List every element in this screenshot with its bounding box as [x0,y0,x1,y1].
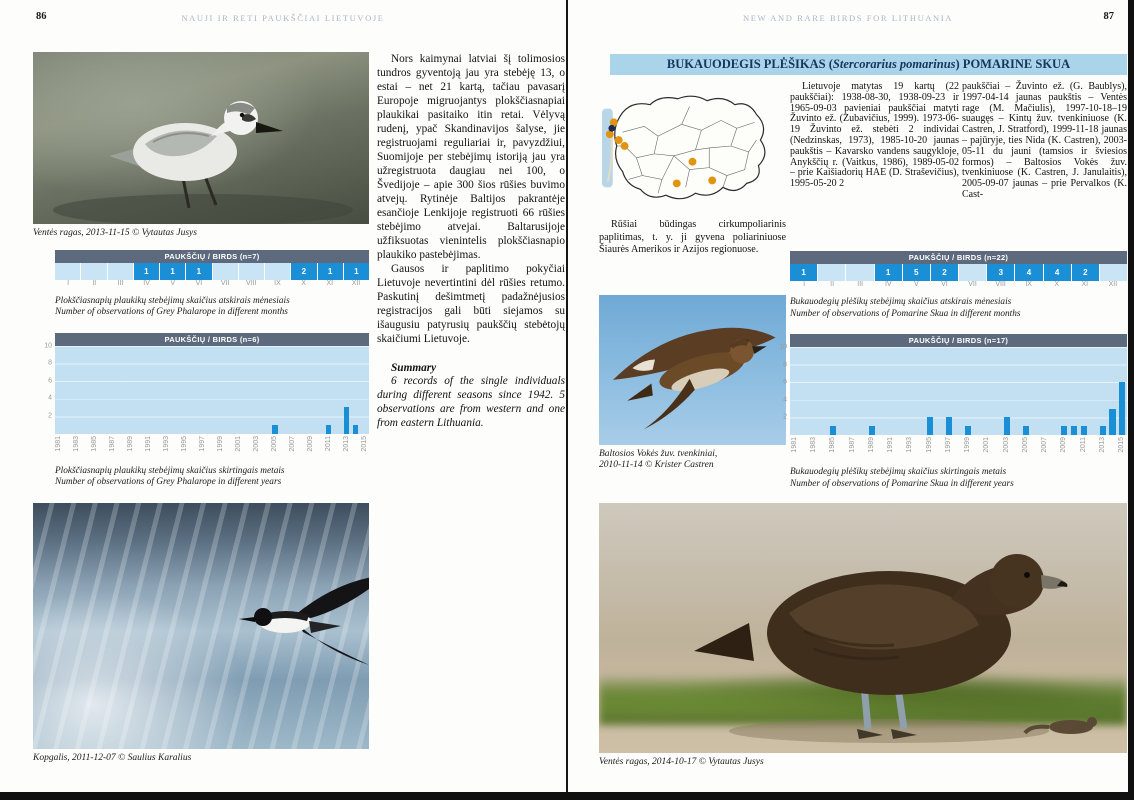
count-tick-label: 2 [48,412,52,420]
month-label: II [92,279,97,287]
year-tick-label: 1985 [829,437,837,453]
month-label: I [803,281,806,288]
photo-mid-caption-line2: 2010-11-14 © Krister Castren [599,460,714,471]
month-label: XI [1081,281,1089,288]
months-chart-caption [790,297,1127,320]
month-cell: 3 [987,264,1015,281]
left-page-main-column [33,52,369,764]
months-caption-lt: Plokščiasnapių plaukikų stebėjimų skaičius atskirais mėnesiais [55,295,290,306]
grey-phalarope-months-chart [55,250,369,290]
right-page-bottom-photo-block [599,503,1127,769]
month-cell [265,263,291,280]
months-caption-en: Number of observations of Grey Phalarope in different months [55,307,288,317]
page-gutter [566,0,568,792]
chart-header: PAUKŠČIŲ / BIRDS (n=17) [790,334,1127,347]
year-tick-label: 1993 [163,435,171,452]
x-axis-labels [790,436,1127,461]
year-bar [1071,426,1077,435]
year-bar [927,417,933,435]
y-axis-labels [778,343,789,435]
year-bar [1081,426,1087,435]
month-labels [790,281,1127,291]
months-chart-caption [55,296,369,319]
month-label: X [1054,281,1060,288]
year-bar [1109,409,1115,435]
month-cell: 1 [790,264,818,281]
month-cell: 4 [1044,264,1072,281]
month-cell: 1 [160,263,186,280]
summary-title: Summary [391,362,437,374]
count-tick-label: 6 [783,378,787,386]
year-tick-label: 2009 [1060,437,1068,453]
years-caption-lt: Bukauodegių plėšikų stebėjimų skaičius skirtingais metais [790,467,1007,477]
year-tick-label: 2007 [1041,437,1049,453]
years-plot-area [779,343,1127,435]
month-cells [55,263,369,280]
year-tick-label: 2007 [288,435,296,452]
month-label: XII [1108,281,1118,288]
month-cell [818,264,846,281]
year-tick-label: 2009 [306,435,314,452]
year-tick-label: 1997 [199,435,207,452]
years-plot-area [44,342,369,434]
month-cells [790,264,1127,281]
year-tick-label: 1989 [867,437,875,453]
month-cell [846,264,874,281]
year-tick-label: 2005 [1021,437,1029,453]
species-title-lt: BUKAUODEGIS PLĖŠIKAS ( [666,57,833,71]
month-label: VII [968,281,977,288]
month-cell: 4 [1015,264,1043,281]
year-bar [326,425,332,434]
grey-phalarope-years-chart [44,333,369,460]
years-caption-lt: Plokščiasnapių plaukikų stebėjimų skaičius skirtingais metais [55,465,285,476]
month-label: IX [1025,281,1032,288]
year-tick-label: 1983 [73,435,81,452]
pomarine-skua-years-chart [779,334,1127,461]
month-cell [959,264,987,281]
year-tick-label: 1995 [925,437,933,453]
page-number-left: 86 [36,11,47,22]
year-bar [1100,426,1106,435]
grey-phalarope-standing-photo [33,52,369,224]
count-tick-label: 10 [779,343,787,351]
count-tick-label: 8 [783,361,787,369]
month-label: VIII [246,279,257,287]
month-cell [81,263,107,280]
chart-header: PAUKŠČIŲ / BIRDS (n=7) [55,250,369,263]
months-caption-lt: Bukauodegių plėšikų stebėjimų skaičius atskirais mėnesiais [790,297,1012,307]
paragraph: Nors kaimynai latviai šį tolimosios tundros gyventoją jau yra stebėję 13, o estai – net 21 kartą, tačiau pavasarį Europoje migruojantys plokščiasnapiai plaukikai pasitaiko itin retai. Vėlyvą rudenį, ypač Skandinavijos šalyse, jie registruojami reguliariai ir, pavyzdžiui, Suomijoje per stebėjimų istoriją jau yra užregistruota daugiau nei 100, o Švedijoje – apie 300 šios rūšies buvimo atvejų. Rytinėje Baltijos pakrantėje esančioje Lenkijoje registruoti 66 rūšies stebėjimo atvejai. Baltarusijoje užfiksuotas vienintelis plokščiasnapio plaukiko pastebėjimas. [377,53,565,261]
year-tick-label: 1999 [964,437,972,453]
flying-skua-illustration [599,295,786,445]
month-cell: 2 [1072,264,1100,281]
year-bar [869,426,875,435]
month-cell [1100,264,1127,281]
year-tick-label: 2015 [1118,437,1126,453]
species-title-bar [610,54,1127,75]
year-tick-label: 1989 [127,435,135,452]
years-chart-caption [55,466,369,489]
map-caption: Rūšiai būdingas cirkumpoliarinis paplitimas, t. y. ji gyvena poliariniuose Šiaurės Amerikos ir Azijos regionuose. [599,219,786,256]
month-label: III [117,279,124,287]
month-label: IV [884,281,892,288]
month-label: I [67,279,70,287]
photo-bottom-caption: Kopgalis, 2011-12-07 © Saulius Karalius [33,752,192,763]
pomarine-skua-months-chart [790,251,1127,291]
year-bar [1061,426,1067,435]
year-bar [272,425,278,434]
right-page-column-1 [599,84,786,472]
year-bar [946,417,952,435]
year-bar [830,426,836,435]
year-tick-label: 2015 [360,435,368,452]
years-chart-caption [790,467,1127,490]
count-tick-label: 8 [48,359,52,367]
summary-text: 6 records of the single individuals during different seasons since 1942. 5 observations are from western and one from eastern Lithuania. [377,375,565,429]
month-cell [239,263,265,280]
pomarine-skua-standing-photo [599,503,1127,753]
year-tick-label: 1981 [790,437,798,453]
chart-header: PAUKŠČIŲ / BIRDS (n=22) [790,251,1127,264]
count-tick-label: 6 [48,377,52,385]
year-tick-label: 2013 [1098,437,1106,453]
year-tick-label: 1991 [887,437,895,453]
month-label: III [857,281,864,288]
count-tick-label: 10 [44,342,52,349]
count-tick-label: 2 [783,413,787,421]
year-tick-label: 1991 [145,435,153,452]
running-header-left: NAUJI IR RETI PAUKŠČIAI LIETUVOJE [181,13,385,23]
month-label: VII [220,279,230,287]
species-title-en: ) POMARINE SKUA [955,57,1071,71]
month-cell [213,263,239,280]
page-left [0,0,566,792]
pomarine-skua-flying-photo [599,295,786,445]
year-tick-label: 2011 [1079,437,1087,453]
running-header-right: NEW AND RARE BIRDS FOR LITHUANIA [743,13,953,23]
month-label: VIII [995,281,1006,288]
year-tick-label: 2011 [324,435,332,451]
photo-mid-caption [599,449,786,472]
year-tick-label: 1993 [906,437,914,453]
grey-phalarope-flying-photo [33,503,369,749]
year-tick-label: 2001 [983,437,991,453]
photo-top-caption: Ventės ragas, 2013-11-15 © Vytautas Jusys [33,228,197,238]
month-label: VI [941,281,948,288]
month-label: XII [351,279,361,287]
month-label: XI [326,279,334,287]
year-tick-label: 2003 [252,435,260,452]
month-label: II [830,281,835,288]
month-cell: 1 [134,263,160,280]
left-page-text-column [377,52,565,430]
month-cell: 1 [186,263,212,280]
year-tick-label: 1995 [181,435,189,452]
year-tick-label: 1985 [91,435,99,452]
paragraph: Lietuvoje matytas 19 kartų (22 paukščiai): 1938-08-30, 1938-09-23 ir 1965-09-03 pavieniai paukščiai matyti Žuvinto ež. (Zubavičius, 1999). 1973-06-19 Žuvinto ež. stebėti 2 individai (Nedzinskas, 1973), 1985-10-20 jaunas paukštis – Kavarsko vandens saugykloje, Anykščių r. (Vaitkus, 1986), 1989-05-02 – prie Kaišiadorių HAE (D. Straševičius), 1995-05-20 2 [790,81,959,190]
x-axis-labels [55,435,369,460]
right-page-charts [779,251,1127,490]
month-cell: 5 [903,264,931,281]
year-bar [965,426,971,435]
year-bar [1004,417,1010,435]
month-label: VI [195,279,203,287]
year-bar [1119,382,1125,435]
year-tick-label: 1999 [216,435,224,452]
month-label: X [301,279,306,287]
species-scientific-name: Stercorarius pomarinus [832,57,956,71]
flying-phalarope-illustration [33,503,369,749]
page-number-right: 87 [1103,11,1114,22]
year-tick-label: 1997 [944,437,952,453]
month-label: V [170,279,176,287]
page-right [568,0,1128,792]
years-caption-en: Number of observations of Pomarine Skua in different years [790,478,1014,489]
year-tick-label: 1983 [810,437,818,453]
photo-mid-caption-line1: Baltosios Vokės žuv. tvenkiniai, [599,448,718,459]
month-cell [55,263,81,280]
month-label: V [914,281,919,288]
paragraph: paukščiai – Žuvinto ež. (G. Baublys), 1997-04-14 jaunas paukštis – Ventės rage (M. Mačiulis), 1997-10-18–19 suaugęs – Kintų žuv. tvenkiniuose (K. Castren, J. Stratford), 1999-11-18 jaunas – pajūryje, ties Nida (K. Castren), 2003-05-11 du jauni (tamsios ir šviesios formos) – Baltosios Vokės žuv. tvenkiniuose (K. Castren, J. Janulaitis), 2005-09-07 jaunas – prie Pervalkos (K. Cast- [962,81,1127,200]
count-tick-label: 4 [48,394,52,402]
photo-bottom-caption: Ventės ragas, 2014-10-17 © Vytautas Jusys [599,757,764,767]
standing-skua-illustration [599,503,1127,753]
month-cell: 1 [344,263,369,280]
month-cell [108,263,134,280]
count-tick-label: 4 [783,396,787,404]
month-cell: 2 [931,264,959,281]
year-tick-label: 2013 [342,435,350,452]
year-tick-label: 2001 [234,435,242,452]
paragraph: Gausos ir paplitimo pokyčiai Lietuvoje nevertintini dėl rūšies retumo. Paskutinį dešimtmetį padažnėjusios registracijos gali būti siejamos su išaugusiu patyrusių paukščių stebėtojų skaičiumi Lietuvoje. [377,263,565,345]
grey-phalarope-illustration [33,52,369,224]
right-page-column-2 [790,82,959,190]
year-tick-label: 1981 [55,435,63,452]
year-bar [353,425,359,434]
month-label: IX [274,279,281,287]
year-tick-label: 2003 [1002,437,1010,453]
y-axis-labels [43,342,54,434]
lithuania-distribution-map [599,84,786,206]
months-caption-en: Number of observations of Pomarine Skua in different months [790,308,1021,319]
years-caption-en: Number of observations of Grey Phalarope in different years [55,477,282,487]
year-bar [1023,426,1029,435]
year-tick-label: 1987 [848,437,856,453]
year-tick-label: 2005 [270,435,278,452]
right-page-column-3 [962,82,1127,201]
year-tick-label: 1987 [109,435,117,452]
month-cell: 1 [318,263,344,280]
month-cell: 1 [875,264,903,281]
month-cell: 2 [291,263,317,280]
chart-header: PAUKŠČIŲ / BIRDS (n=6) [55,333,369,346]
month-labels [55,280,369,290]
month-label: IV [143,279,150,287]
year-bar [344,407,350,433]
